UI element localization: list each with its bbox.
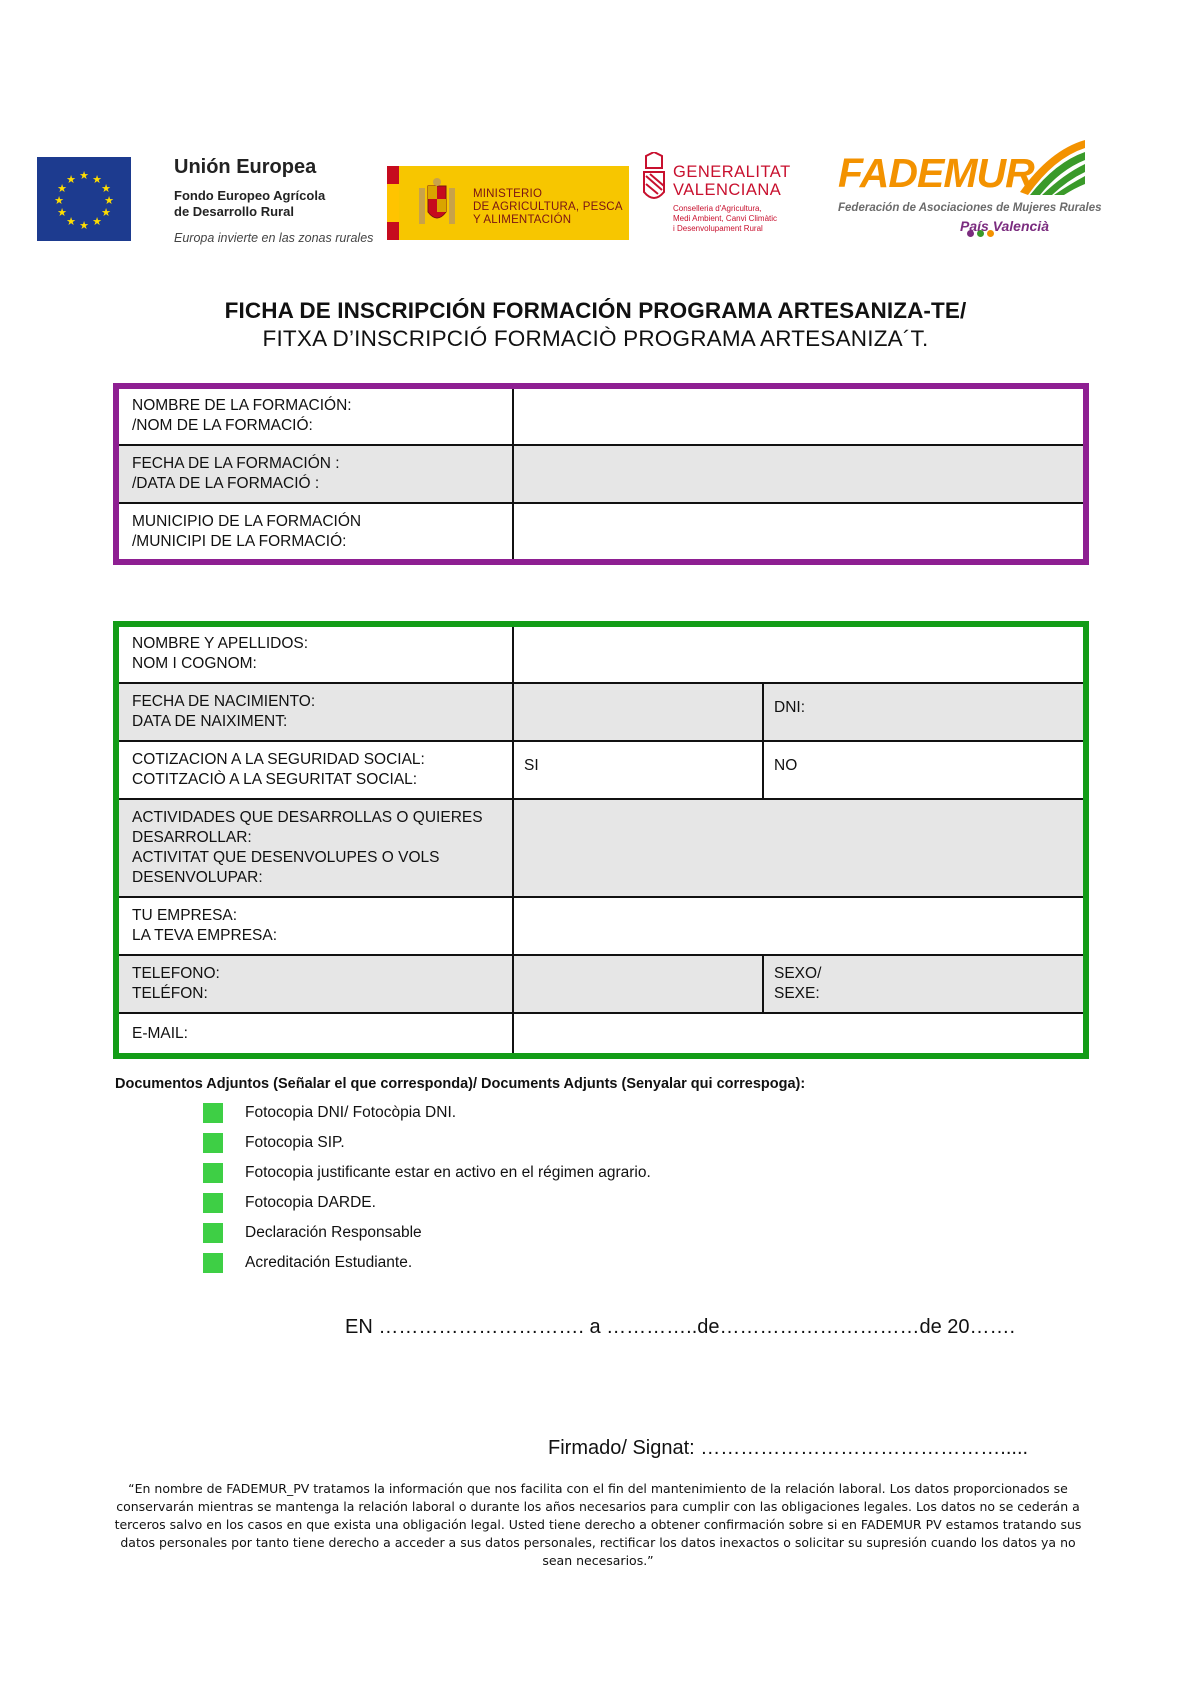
fademur-field-icon: [1020, 140, 1085, 195]
birth-date-field[interactable]: [513, 683, 763, 741]
email-label: [117, 1013, 513, 1055]
eu-motto: Europa invierte en las zonas rurales: [174, 231, 374, 245]
doc-item-sip[interactable]: [203, 1133, 703, 1155]
course-name-label: [117, 387, 513, 445]
activities-label-line3: ACTIVITAT QUE DESENVOLUPES O VOLS: [132, 849, 440, 866]
ministerio-line1: MINISTERIO: [473, 188, 543, 200]
doc-label: Declaración Responsable: [245, 1224, 422, 1241]
activities-label: [117, 799, 513, 897]
activities-label-line4: DESENVOLUPAR:: [132, 869, 263, 886]
email-row: [117, 1013, 1085, 1055]
name-field[interactable]: [513, 625, 1085, 683]
course-town-row: [117, 503, 1085, 561]
generalitat-emblem-icon: [640, 152, 668, 212]
personal-info-table: [116, 624, 1086, 1056]
phone-label-es: TELEFONO:: [132, 965, 220, 982]
sex-label-va: SEXE:: [774, 985, 820, 1002]
doc-checkbox[interactable]: [203, 1193, 223, 1213]
social-security-yes-option[interactable]: [513, 741, 763, 799]
svg-text:★: ★: [57, 182, 67, 195]
phone-label-va: TELÉFON:: [132, 985, 208, 1002]
doc-checkbox[interactable]: [203, 1133, 223, 1153]
generalitat-line1: GENERALITAT: [673, 163, 791, 181]
birth-label-es: FECHA DE NACIMIENTO:: [132, 693, 316, 710]
activities-label-line1: ACTIVIDADES QUE DESARROLLAS O QUIERES: [132, 809, 483, 826]
eu-title: Unión Europea: [174, 156, 317, 178]
activities-label-line2: DESARROLLAR:: [132, 829, 252, 846]
svg-text:★: ★: [92, 215, 102, 228]
sex-label-es: SEXO/: [774, 965, 822, 982]
social-security-label-es: COTIZACION A LA SEGURIDAD SOCIAL:: [132, 751, 425, 768]
course-name-row: [117, 387, 1085, 445]
dni-label: DNI:: [774, 699, 805, 716]
birth-label-va: DATA DE NAIXIMENT:: [132, 713, 288, 730]
social-security-label-va: COTITZACIÒ A LA SEGURITAT SOCIAL:: [132, 771, 418, 788]
doc-label: Acreditación Estudiante.: [245, 1254, 413, 1271]
generalitat-sub1: Conselleria d'Agricultura,: [673, 204, 762, 213]
eu-subtitle-line2: de Desarrollo Rural: [174, 204, 294, 219]
company-label: [117, 897, 513, 955]
doc-label: Fotocopia SIP.: [245, 1134, 345, 1151]
yes-label: SI: [524, 757, 539, 774]
svg-text:★: ★: [66, 173, 76, 186]
generalitat-line2: VALENCIANA: [673, 181, 782, 199]
name-row: [117, 625, 1085, 683]
activities-row: [117, 799, 1085, 897]
generalitat-sub3: i Desenvolupament Rural: [673, 224, 763, 233]
course-name-field[interactable]: [513, 387, 1085, 445]
birth-label: [117, 683, 513, 741]
course-name-label-es: NOMBRE DE LA FORMACIÓN:: [132, 397, 352, 414]
phone-field[interactable]: [513, 955, 763, 1013]
svg-text:★: ★: [101, 206, 111, 219]
no-label: NO: [774, 757, 798, 774]
svg-text:★: ★: [66, 215, 76, 228]
social-security-label: [117, 741, 513, 799]
svg-text:★: ★: [92, 173, 102, 186]
doc-checkbox[interactable]: [203, 1103, 223, 1123]
course-date-label-va: /DATA DE LA FORMACIÓ :: [132, 475, 320, 492]
name-label: [117, 625, 513, 683]
eu-flag-logo: [37, 157, 131, 241]
doc-label: Fotocopia DARDE.: [245, 1194, 376, 1211]
ministerio-line2: DE AGRICULTURA, PESCA: [473, 201, 623, 213]
eu-subtitle-line1: Fondo Europeo Agrícola: [174, 188, 326, 203]
doc-item-agrarian[interactable]: [203, 1163, 703, 1185]
email-label-text: E-MAIL:: [132, 1025, 188, 1042]
sex-field[interactable]: [763, 955, 1085, 1013]
spain-flag-icon: [387, 166, 399, 240]
course-date-label: [117, 445, 513, 503]
doc-label: Fotocopia DNI/ Fotocòpia DNI.: [245, 1104, 457, 1121]
email-field[interactable]: [513, 1013, 1085, 1055]
doc-item-student[interactable]: [203, 1253, 703, 1275]
generalitat-sub2: Medi Ambient, Canvi Climàtic: [673, 214, 778, 223]
fademur-logo-name: FADEMUR: [838, 150, 1034, 196]
birth-row: [117, 683, 1085, 741]
svg-text:★: ★: [104, 194, 114, 207]
course-town-label-es: MUNICIPIO DE LA FORMACIÓN: [132, 513, 362, 530]
doc-item-dni[interactable]: [203, 1103, 703, 1125]
svg-text:★: ★: [79, 219, 89, 232]
social-security-no-option[interactable]: [763, 741, 1085, 799]
ministerio-line3: Y ALIMENTACIÓN: [473, 214, 572, 226]
course-info-table: [116, 386, 1086, 562]
ministerio-logo: [387, 166, 629, 240]
company-field[interactable]: [513, 897, 1085, 955]
course-date-row: [117, 445, 1085, 503]
doc-item-darde[interactable]: [203, 1193, 703, 1215]
course-town-label-va: /MUNICIPI DE LA FORMACIÓ:: [132, 533, 347, 550]
ministerio-text: [473, 188, 623, 227]
generalitat-title: [673, 163, 791, 199]
phone-label: [117, 955, 513, 1013]
svg-text:★: ★: [57, 206, 67, 219]
documents-title: Documentos Adjuntos (Señalar el que corresponda)/ Documents Adjunts (Senyalar qui correspoga):: [115, 1076, 806, 1092]
company-row: [117, 897, 1085, 955]
form-title-va: FITXA D’INSCRIPCIÓ FORMACIÒ PROGRAMA ARTESANIZA´T.: [262, 326, 929, 351]
name-label-va: NOM I COGNOM:: [132, 655, 257, 672]
company-label-es: TU EMPRESA:: [132, 907, 238, 924]
signature-line[interactable]: Firmado/ Signat: ……………………………………….....: [548, 1437, 1029, 1459]
activities-field[interactable]: [513, 799, 1085, 897]
svg-text:★: ★: [54, 194, 64, 207]
eu-subtitle: [174, 188, 389, 220]
eu-stars-icon: [37, 157, 131, 241]
phone-row: [117, 955, 1085, 1013]
svg-text:★: ★: [101, 182, 111, 195]
course-date-field[interactable]: [513, 445, 1085, 503]
course-town-label: [117, 503, 513, 561]
svg-text:★: ★: [79, 169, 89, 182]
doc-checkbox[interactable]: [203, 1223, 223, 1243]
eu-logo-text: [174, 156, 389, 245]
privacy-notice: “En nombre de FADEMUR_PV tratamos la información que nos facilita con el fin del mantenimiento de la relación laboral. Los datos proporcionados se conservarán mientras se mantenga la relación laboral o durante los años necesarios para cumplir con las obligaciones legales. Los datos no se cederán a terceros salvo en los casos en que exista una obligación legal. Usted tiene derecho a obtener confirmación sobre si en FADEMUR PV estamos tratando sus datos personales por tanto tiene derecho a acceder a sus datos personales, rectificar los datos inexactos o solicitar su supresión cuando los datos ya no sean necesarios.”: [114, 1481, 1082, 1568]
fademur-region: País Valencià: [960, 218, 1049, 234]
doc-label: Fotocopia justificante estar en activo en el régimen agrario.: [245, 1164, 651, 1181]
course-date-label-es: FECHA DE LA FORMACIÓN :: [132, 455, 340, 472]
course-town-field[interactable]: [513, 503, 1085, 561]
course-name-label-va: /NOM DE LA FORMACIÓ:: [132, 417, 313, 434]
place-date-line[interactable]: EN …………………………. a …………..de…………………………de 20…….: [345, 1316, 1016, 1338]
form-title-es: FICHA DE INSCRIPCIÓN FORMACIÓN PROGRAMA ARTESANIZA-TE/: [224, 298, 967, 323]
dni-field[interactable]: [763, 683, 1085, 741]
doc-item-declaration[interactable]: [203, 1223, 703, 1245]
generalitat-subtitle: [673, 204, 777, 234]
fademur-subtitle: Federación de Asociaciones de Mujeres Rurales: [838, 202, 1102, 214]
doc-checkbox[interactable]: [203, 1253, 223, 1273]
coat-of-arms-icon: [417, 178, 457, 230]
name-label-es: NOMBRE Y APELLIDOS:: [132, 635, 309, 652]
social-security-row: [117, 741, 1085, 799]
company-label-va: LA TEVA EMPRESA:: [132, 927, 278, 944]
doc-checkbox[interactable]: [203, 1163, 223, 1183]
